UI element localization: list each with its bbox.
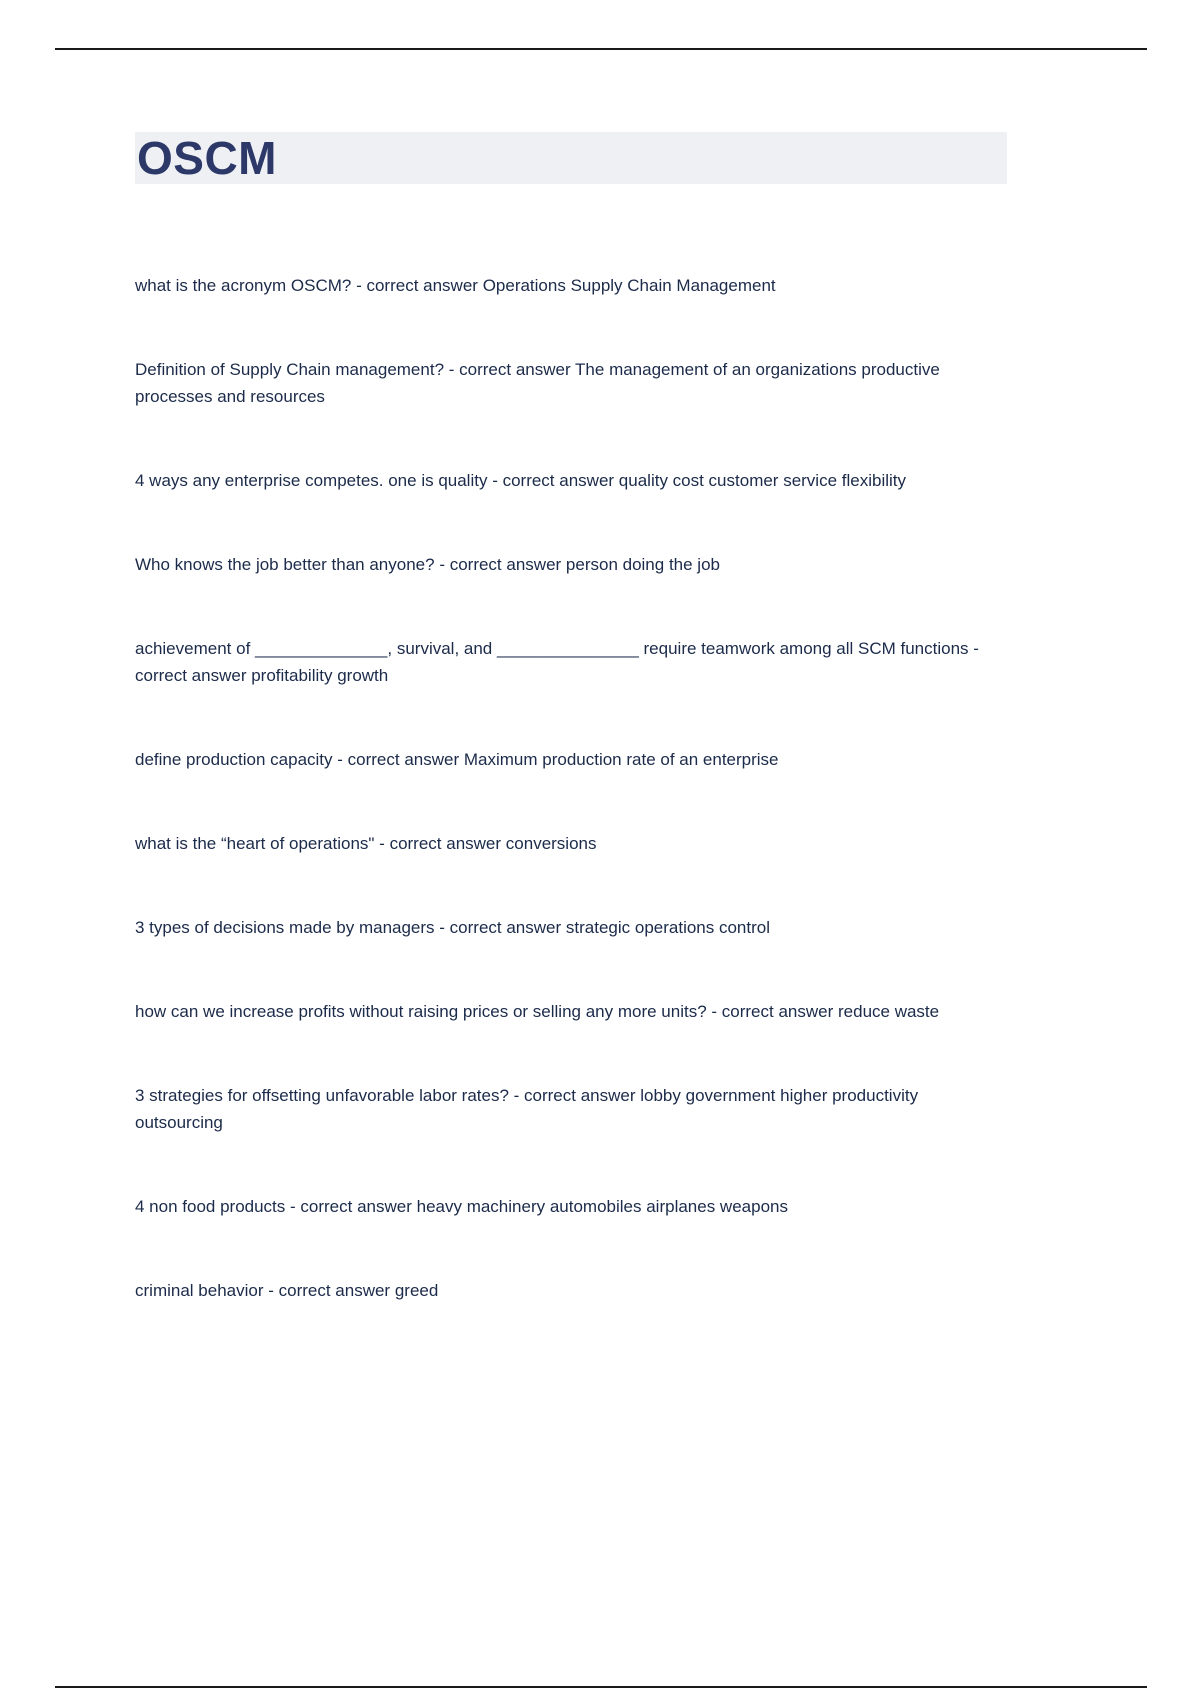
answer-text: profitability growth [251,666,389,685]
qa-item [135,635,995,689]
answer-text: person doing the job [565,555,720,574]
qa-item [135,914,995,941]
answer-label: correct answer [135,666,247,685]
answer-text: strategic operations control [565,918,770,937]
answer-text: quality cost customer service flexibility [618,471,907,490]
qa-item [135,1082,995,1136]
question-text: define production capacity [135,750,333,769]
question-text: how can we increase profits without raising prices or selling any more units? [135,1002,707,1021]
answer-text: lobby government higher productivity outsourcing [135,1086,919,1132]
question-answer-separator: - [434,918,450,937]
question-answer-separator: - [374,834,390,853]
qa-item [135,998,995,1025]
question-answer-separator: - [434,555,450,574]
answer-text: heavy machinery automobiles airplanes weapons [416,1197,788,1216]
answer-text: conversions [505,834,597,853]
answer-label: correct answer [449,555,562,574]
qa-item [135,551,995,578]
answer-text: greed [394,1281,439,1300]
qa-list [135,272,1007,1304]
question-text: 4 ways any enterprise competes. one is quality [135,471,488,490]
qa-item [135,746,995,773]
bottom-rule [55,1686,1147,1688]
answer-label: correct answer [459,360,571,379]
answer-text: reduce waste [838,1002,940,1021]
answer-label: correct answer [278,1281,391,1300]
question-text: 3 types of decisions made by managers [135,918,435,937]
qa-item [135,272,995,299]
question-text: 3 strategies for offsetting unfavorable labor rates? [135,1086,509,1105]
question-answer-separator: - [444,360,460,379]
qa-item [135,1193,995,1220]
question-answer-separator: - [285,1197,301,1216]
question-answer-separator: - [487,471,503,490]
answer-label: correct answer [389,834,502,853]
answer-label: correct answer [300,1197,412,1216]
page-content [135,0,1007,1304]
question-answer-separator: - [263,1281,279,1300]
answer-text: Operations Supply Chain Management [482,276,776,295]
question-text: 4 non food products [135,1197,286,1216]
qa-item [135,830,995,857]
question-text: achievement of ______________, survival, and _______________ require teamwork among all SCM functions [135,639,969,658]
question-text: Who knows the job better than anyone? [135,555,435,574]
answer-text: Maximum production rate of an enterprise [463,750,779,769]
question-answer-separator: - [351,276,367,295]
qa-item [135,356,995,410]
qa-item [135,467,995,494]
question-text: Definition of Supply Chain management? [135,360,445,379]
question-answer-separator: - [968,639,979,658]
question-text: criminal behavior [135,1281,264,1300]
question-answer-separator: - [332,750,348,769]
answer-label: correct answer [449,918,562,937]
answer-label: correct answer [502,471,615,490]
page-title: OSCM [135,132,1007,184]
question-text: what is the acronym OSCM? [135,276,352,295]
qa-item [135,1277,995,1304]
answer-label: correct answer [524,1086,636,1105]
answer-label: correct answer [347,750,460,769]
question-text: what is the “heart of operations" [135,834,375,853]
question-answer-separator: - [508,1086,525,1105]
question-answer-separator: - [706,1002,722,1021]
answer-label: correct answer [366,276,478,295]
answer-text: The management of an organizations productive processes and resources [135,360,940,406]
answer-label: correct answer [721,1002,834,1021]
